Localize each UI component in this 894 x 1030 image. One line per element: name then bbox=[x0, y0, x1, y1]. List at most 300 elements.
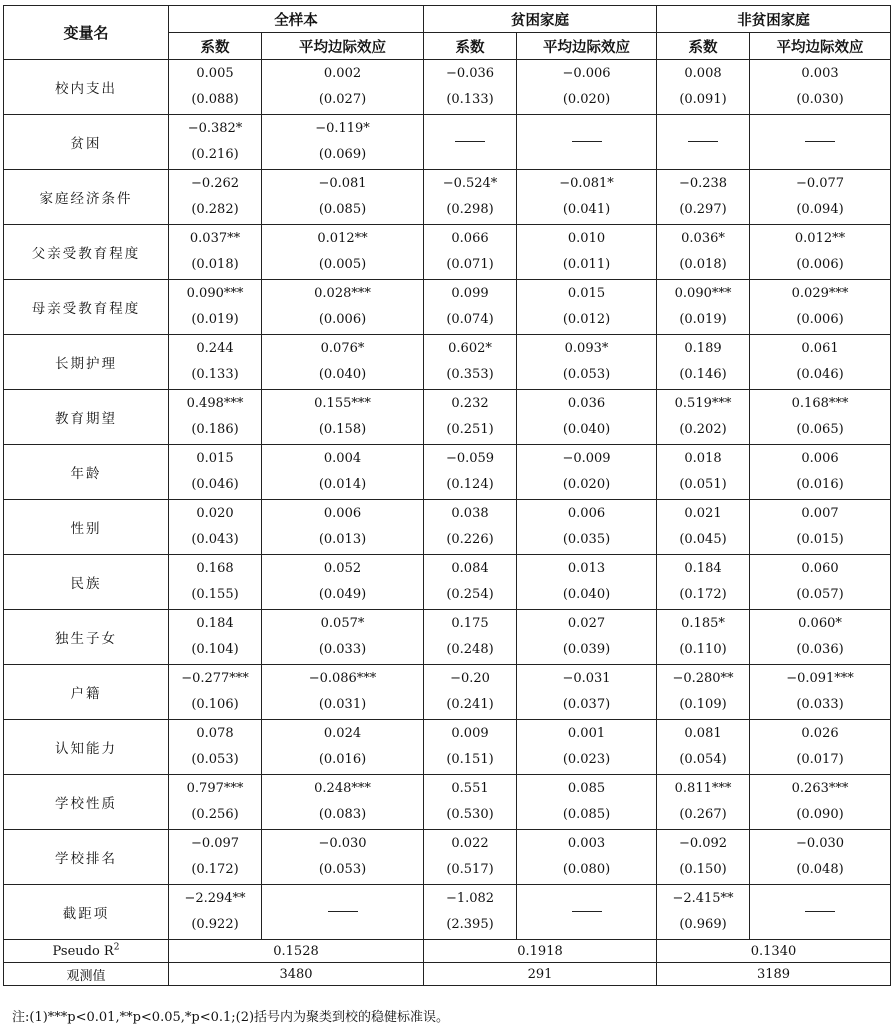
coefficient-value: 0.052 bbox=[323, 561, 362, 576]
coefficient-value: −0.119* bbox=[315, 121, 370, 136]
table-row bbox=[4, 610, 891, 665]
coefficient-value: 0.009 bbox=[451, 726, 489, 741]
standard-error-value: (0.053) bbox=[191, 752, 239, 767]
observations-row bbox=[4, 963, 891, 986]
coefficient-value: 0.061 bbox=[801, 341, 839, 356]
estimate-cell bbox=[262, 280, 424, 335]
estimate-cell bbox=[262, 610, 424, 665]
standard-error-value: (0.053) bbox=[318, 862, 367, 877]
coefficient-value: 0.602* bbox=[448, 341, 492, 356]
coefficient-value: 0.012** bbox=[794, 231, 846, 246]
coefficient-value: 0.002 bbox=[323, 66, 362, 81]
standard-error-value: (0.104) bbox=[191, 642, 239, 657]
coefficient-value: −2.415** bbox=[672, 891, 734, 906]
variable-name-cell: 长期护理 bbox=[4, 335, 169, 390]
estimate-cell bbox=[750, 115, 891, 170]
observations-value: 3480 bbox=[169, 963, 424, 986]
standard-error-value: (0.016) bbox=[318, 752, 367, 767]
standard-error-value: (0.517) bbox=[446, 862, 494, 877]
coefficient-value: 0.090*** bbox=[186, 286, 244, 301]
dash-line bbox=[572, 911, 602, 912]
estimate-cell bbox=[657, 115, 750, 170]
standard-error-value: (0.969) bbox=[679, 917, 727, 932]
standard-error-value: (0.049) bbox=[318, 587, 367, 602]
estimate-cell bbox=[517, 225, 657, 280]
estimate-cell bbox=[424, 280, 517, 335]
estimate-cell bbox=[424, 830, 517, 885]
coefficient-value: −0.280** bbox=[672, 671, 734, 686]
coefficient-value: 0.078 bbox=[196, 726, 234, 741]
variable-name-cell: 学校排名 bbox=[4, 830, 169, 885]
coefficient-value: −0.081 bbox=[318, 176, 367, 191]
standard-error-value: (0.048) bbox=[796, 862, 844, 877]
coefficient-value: 0.189 bbox=[684, 341, 722, 356]
estimate-cell bbox=[169, 555, 262, 610]
estimate-cell bbox=[750, 555, 891, 610]
coefficient-value: 0.018 bbox=[684, 451, 722, 466]
subheader-coef: 系数 bbox=[169, 33, 262, 60]
table-footer bbox=[4, 940, 891, 986]
group-header-full-sample: 全样本 bbox=[169, 6, 424, 33]
table-row bbox=[4, 170, 891, 225]
coefficient-value: 0.012** bbox=[317, 231, 368, 246]
standard-error-value: (0.040) bbox=[562, 587, 611, 602]
table-row bbox=[4, 335, 891, 390]
table-row bbox=[4, 445, 891, 500]
estimate-cell bbox=[517, 885, 657, 940]
estimate-cell bbox=[517, 555, 657, 610]
estimate-cell bbox=[517, 500, 657, 555]
variable-name-cell: 户籍 bbox=[4, 665, 169, 720]
table-row bbox=[4, 280, 891, 335]
estimate-cell bbox=[517, 445, 657, 500]
table-row bbox=[4, 830, 891, 885]
coefficient-value: −0.262 bbox=[190, 176, 240, 191]
pseudo-r2-value: 0.1918 bbox=[424, 940, 657, 963]
estimate-cell bbox=[262, 390, 424, 445]
standard-error-value: (0.012) bbox=[562, 312, 611, 327]
standard-error-value: (0.040) bbox=[318, 367, 367, 382]
coefficient-value: 0.263*** bbox=[791, 781, 849, 796]
estimate-cell bbox=[750, 225, 891, 280]
coefficient-value: −0.382* bbox=[187, 121, 243, 136]
coefficient-value: −0.009 bbox=[562, 451, 611, 466]
coefficient-value: 0.084 bbox=[451, 561, 489, 576]
subheader-ame: 平均边际效应 bbox=[750, 33, 891, 60]
variable-name-cell: 截距项 bbox=[4, 885, 169, 940]
standard-error-value: (0.057) bbox=[796, 587, 844, 602]
coefficient-value: −0.20 bbox=[450, 671, 490, 686]
estimate-cell bbox=[657, 720, 750, 775]
coefficient-value: 0.551 bbox=[451, 781, 489, 796]
standard-error-value: (0.094) bbox=[796, 202, 844, 217]
standard-error-value: (0.133) bbox=[191, 367, 239, 382]
estimate-cell bbox=[262, 60, 424, 115]
estimate-cell bbox=[424, 610, 517, 665]
standard-error-value: (0.282) bbox=[191, 202, 239, 217]
estimate-cell bbox=[169, 885, 262, 940]
standard-error-value: (0.033) bbox=[796, 697, 844, 712]
estimate-cell bbox=[657, 665, 750, 720]
estimate-cell bbox=[424, 555, 517, 610]
observations-value: 3189 bbox=[657, 963, 891, 986]
standard-error-value: (0.530) bbox=[446, 807, 494, 822]
coefficient-value: 0.185* bbox=[681, 616, 725, 631]
standard-error-value: (0.036) bbox=[796, 642, 844, 657]
dash-line bbox=[455, 141, 485, 142]
standard-error-value: (0.016) bbox=[796, 477, 844, 492]
estimate-cell bbox=[169, 115, 262, 170]
coefficient-value: 0.004 bbox=[323, 451, 362, 466]
estimate-cell bbox=[657, 775, 750, 830]
coefficient-value: 0.003 bbox=[567, 836, 606, 851]
coefficient-value: 0.006 bbox=[323, 506, 362, 521]
standard-error-value: (0.106) bbox=[191, 697, 239, 712]
variable-name-cell: 年龄 bbox=[4, 445, 169, 500]
coefficient-value: −0.091*** bbox=[786, 671, 854, 686]
estimate-cell bbox=[424, 500, 517, 555]
standard-error-value: (0.151) bbox=[446, 752, 494, 767]
standard-error-value: (0.054) bbox=[679, 752, 727, 767]
standard-error-value: (0.133) bbox=[446, 92, 494, 107]
estimate-cell bbox=[424, 170, 517, 225]
coefficient-value: 0.175 bbox=[451, 616, 489, 631]
standard-error-value: (0.109) bbox=[679, 697, 727, 712]
estimate-cell bbox=[517, 390, 657, 445]
coefficient-value: −0.059 bbox=[445, 451, 495, 466]
standard-error-value: (0.043) bbox=[191, 532, 239, 547]
standard-error-value: (0.172) bbox=[679, 587, 727, 602]
subheader-ame: 平均边际效应 bbox=[262, 33, 424, 60]
coefficient-value: −0.081* bbox=[559, 176, 614, 191]
table-row bbox=[4, 555, 891, 610]
estimate-cell bbox=[657, 500, 750, 555]
estimate-cell bbox=[169, 445, 262, 500]
estimate-cell bbox=[517, 115, 657, 170]
standard-error-value: (0.018) bbox=[191, 257, 239, 272]
table-header bbox=[4, 6, 891, 60]
standard-error-value: (0.065) bbox=[796, 422, 844, 437]
standard-error-value: (0.267) bbox=[679, 807, 727, 822]
table-row bbox=[4, 115, 891, 170]
standard-error-value: (0.053) bbox=[562, 367, 611, 382]
standard-error-value: (0.248) bbox=[446, 642, 494, 657]
coefficient-value: 0.184 bbox=[684, 561, 722, 576]
estimate-cell bbox=[517, 665, 657, 720]
standard-error-value: (0.297) bbox=[679, 202, 727, 217]
estimate-cell bbox=[424, 335, 517, 390]
coefficient-value: 0.010 bbox=[567, 231, 606, 246]
estimate-cell bbox=[424, 885, 517, 940]
coefficient-value: 0.232 bbox=[451, 396, 489, 411]
standard-error-value: (0.158) bbox=[318, 422, 367, 437]
coefficient-value: 0.008 bbox=[684, 66, 722, 81]
estimate-cell bbox=[424, 60, 517, 115]
estimate-cell bbox=[657, 60, 750, 115]
observations-label: 观测值 bbox=[4, 963, 169, 986]
coefficient-value: 0.498*** bbox=[186, 396, 244, 411]
estimate-cell bbox=[657, 390, 750, 445]
group-header-non-poor: 非贫困家庭 bbox=[657, 6, 891, 33]
table-row bbox=[4, 720, 891, 775]
coefficient-value: 0.066 bbox=[451, 231, 489, 246]
standard-error-value: (0.017) bbox=[796, 752, 844, 767]
estimate-cell bbox=[262, 225, 424, 280]
coefficient-value: 0.020 bbox=[196, 506, 234, 521]
estimate-cell bbox=[657, 610, 750, 665]
table-note: 注:(1)***p<0.01,**p<0.05,*p<0.1;(2)括号内为聚类到校的稳健标准误。 bbox=[12, 1010, 450, 1025]
coefficient-value: −0.097 bbox=[190, 836, 240, 851]
standard-error-value: (0.011) bbox=[562, 257, 611, 272]
coefficient-value: 0.248*** bbox=[314, 781, 371, 796]
subheader-coef: 系数 bbox=[424, 33, 517, 60]
coefficient-value: 0.099 bbox=[451, 286, 489, 301]
estimate-cell bbox=[657, 830, 750, 885]
standard-error-value: (0.046) bbox=[191, 477, 239, 492]
coefficient-value: 0.007 bbox=[801, 506, 839, 521]
subheader-coef: 系数 bbox=[657, 33, 750, 60]
estimate-cell bbox=[750, 280, 891, 335]
estimate-cell bbox=[750, 390, 891, 445]
coefficient-value: −2.294** bbox=[184, 891, 246, 906]
subheader-ame: 平均边际效应 bbox=[517, 33, 657, 60]
estimate-cell bbox=[750, 720, 891, 775]
standard-error-value: (0.226) bbox=[446, 532, 494, 547]
standard-error-value: (0.146) bbox=[679, 367, 727, 382]
coefficient-value: 0.015 bbox=[567, 286, 606, 301]
standard-error-value: (0.254) bbox=[446, 587, 494, 602]
coefficient-value: 0.036 bbox=[567, 396, 606, 411]
variable-name-cell: 教育期望 bbox=[4, 390, 169, 445]
pseudo-r2-row bbox=[4, 940, 891, 963]
table-row bbox=[4, 775, 891, 830]
coefficient-value: −0.238 bbox=[678, 176, 728, 191]
standard-error-value: (0.015) bbox=[796, 532, 844, 547]
coefficient-value: 0.090*** bbox=[674, 286, 732, 301]
estimate-cell bbox=[517, 610, 657, 665]
coefficient-value: −0.086*** bbox=[308, 671, 377, 686]
coefficient-value: −0.524* bbox=[442, 176, 498, 191]
variable-name-cell: 性别 bbox=[4, 500, 169, 555]
estimate-cell bbox=[262, 830, 424, 885]
standard-error-value: (0.085) bbox=[318, 202, 367, 217]
coefficient-value: 0.003 bbox=[801, 66, 839, 81]
standard-error-value: (0.046) bbox=[796, 367, 844, 382]
estimate-cell bbox=[424, 445, 517, 500]
standard-error-value: (0.150) bbox=[679, 862, 727, 877]
coefficient-value: 0.015 bbox=[196, 451, 234, 466]
standard-error-value: (0.216) bbox=[191, 147, 239, 162]
coefficient-value: 0.060 bbox=[801, 561, 839, 576]
standard-error-value: (0.020) bbox=[562, 92, 611, 107]
standard-error-value: (0.014) bbox=[318, 477, 367, 492]
dash-line bbox=[805, 141, 835, 142]
estimate-cell bbox=[169, 610, 262, 665]
standard-error-value: (0.020) bbox=[562, 477, 611, 492]
coefficient-value: 0.001 bbox=[567, 726, 606, 741]
estimate-cell bbox=[517, 830, 657, 885]
pseudo-r2-value: 0.1340 bbox=[657, 940, 891, 963]
standard-error-value: (0.922) bbox=[191, 917, 239, 932]
table-row bbox=[4, 225, 891, 280]
standard-error-value: (0.124) bbox=[446, 477, 494, 492]
coefficient-value: 0.168 bbox=[196, 561, 234, 576]
variable-name-cell: 独生子女 bbox=[4, 610, 169, 665]
estimate-cell bbox=[750, 60, 891, 115]
standard-error-value: (0.083) bbox=[318, 807, 367, 822]
standard-error-value: (0.037) bbox=[562, 697, 611, 712]
standard-error-value: (0.071) bbox=[446, 257, 494, 272]
coefficient-value: 0.081 bbox=[684, 726, 722, 741]
estimate-cell bbox=[424, 390, 517, 445]
variable-name-cell: 家庭经济条件 bbox=[4, 170, 169, 225]
estimate-cell bbox=[750, 885, 891, 940]
estimate-cell bbox=[169, 775, 262, 830]
standard-error-value: (0.019) bbox=[679, 312, 727, 327]
coefficient-value: 0.026 bbox=[801, 726, 839, 741]
standard-error-value: (0.051) bbox=[679, 477, 727, 492]
coefficient-value: 0.006 bbox=[567, 506, 606, 521]
coefficient-value: −0.030 bbox=[318, 836, 367, 851]
estimate-cell bbox=[169, 665, 262, 720]
standard-error-value: (0.006) bbox=[796, 257, 844, 272]
estimate-cell bbox=[517, 280, 657, 335]
coefficient-value: 0.519*** bbox=[674, 396, 732, 411]
standard-error-value: (0.019) bbox=[191, 312, 239, 327]
estimate-cell bbox=[262, 665, 424, 720]
standard-error-value: (0.040) bbox=[562, 422, 611, 437]
standard-error-value: (0.251) bbox=[446, 422, 494, 437]
standard-error-value: (0.039) bbox=[562, 642, 611, 657]
estimate-cell bbox=[169, 500, 262, 555]
estimate-cell bbox=[424, 775, 517, 830]
estimate-cell bbox=[657, 280, 750, 335]
standard-error-value: (0.241) bbox=[446, 697, 494, 712]
coefficient-value: −0.077 bbox=[795, 176, 845, 191]
variable-name-cell: 贫困 bbox=[4, 115, 169, 170]
standard-error-value: (0.045) bbox=[679, 532, 727, 547]
standard-error-value: (0.088) bbox=[191, 92, 239, 107]
estimate-cell bbox=[169, 720, 262, 775]
estimate-cell bbox=[262, 115, 424, 170]
table-row bbox=[4, 390, 891, 445]
variable-name-header: 变量名 bbox=[4, 6, 169, 60]
estimate-cell bbox=[750, 170, 891, 225]
coefficient-value: 0.168*** bbox=[791, 396, 849, 411]
table-row bbox=[4, 500, 891, 555]
standard-error-value: (0.353) bbox=[446, 367, 494, 382]
standard-error-value: (0.069) bbox=[318, 147, 367, 162]
dash-line bbox=[805, 911, 835, 912]
group-header-poor: 贫困家庭 bbox=[424, 6, 657, 33]
estimate-cell bbox=[657, 170, 750, 225]
coefficient-value: 0.029*** bbox=[791, 286, 849, 301]
table-row bbox=[4, 665, 891, 720]
estimate-cell bbox=[750, 500, 891, 555]
standard-error-value: (0.018) bbox=[679, 257, 727, 272]
estimate-cell bbox=[750, 830, 891, 885]
coefficient-value: 0.797*** bbox=[186, 781, 244, 796]
coefficient-value: 0.057* bbox=[320, 616, 365, 631]
standard-error-value: (0.006) bbox=[318, 312, 367, 327]
estimate-cell bbox=[517, 775, 657, 830]
standard-error-value: (0.110) bbox=[679, 642, 727, 657]
dash-line bbox=[572, 141, 602, 142]
table-body bbox=[4, 60, 891, 940]
estimate-cell bbox=[750, 665, 891, 720]
coefficient-value: −0.031 bbox=[562, 671, 611, 686]
coefficient-value: −0.030 bbox=[795, 836, 845, 851]
estimate-cell bbox=[750, 610, 891, 665]
estimate-cell bbox=[169, 830, 262, 885]
coefficient-value: 0.024 bbox=[323, 726, 362, 741]
table-row bbox=[4, 60, 891, 115]
variable-name-cell: 认知能力 bbox=[4, 720, 169, 775]
standard-error-value: (0.030) bbox=[796, 92, 844, 107]
estimate-cell bbox=[424, 115, 517, 170]
coefficient-value: 0.038 bbox=[451, 506, 489, 521]
coefficient-value: 0.184 bbox=[196, 616, 234, 631]
estimate-cell bbox=[262, 445, 424, 500]
estimate-cell bbox=[657, 885, 750, 940]
coefficient-value: 0.028*** bbox=[314, 286, 371, 301]
estimate-cell bbox=[517, 335, 657, 390]
coefficient-value: 0.027 bbox=[567, 616, 606, 631]
variable-name-cell: 校内支出 bbox=[4, 60, 169, 115]
coefficient-value: −1.082 bbox=[445, 891, 495, 906]
estimate-cell bbox=[262, 335, 424, 390]
estimate-cell bbox=[169, 280, 262, 335]
estimate-cell bbox=[169, 60, 262, 115]
standard-error-value: (0.085) bbox=[562, 807, 611, 822]
estimate-cell bbox=[657, 445, 750, 500]
standard-error-value: (0.033) bbox=[318, 642, 367, 657]
standard-error-value: (0.006) bbox=[796, 312, 844, 327]
estimate-cell bbox=[424, 665, 517, 720]
standard-error-value: (0.031) bbox=[318, 697, 367, 712]
estimate-cell bbox=[262, 170, 424, 225]
coefficient-value: 0.021 bbox=[684, 506, 722, 521]
standard-error-value: (0.080) bbox=[562, 862, 611, 877]
variable-name-cell: 民族 bbox=[4, 555, 169, 610]
coefficient-value: −0.092 bbox=[678, 836, 728, 851]
estimate-cell bbox=[657, 225, 750, 280]
estimate-cell bbox=[262, 555, 424, 610]
standard-error-value: (0.155) bbox=[191, 587, 239, 602]
estimate-cell bbox=[750, 775, 891, 830]
estimate-cell bbox=[750, 335, 891, 390]
estimate-cell bbox=[262, 720, 424, 775]
standard-error-value: (0.074) bbox=[446, 312, 494, 327]
coefficient-value: 0.155*** bbox=[314, 396, 371, 411]
estimate-cell bbox=[657, 555, 750, 610]
standard-error-value: (0.013) bbox=[318, 532, 367, 547]
coefficient-value: −0.277*** bbox=[181, 671, 249, 686]
standard-error-value: (0.091) bbox=[679, 92, 727, 107]
standard-error-value: (0.090) bbox=[796, 807, 844, 822]
dash-line bbox=[688, 141, 718, 142]
variable-name-cell: 学校性质 bbox=[4, 775, 169, 830]
coefficient-value: 0.013 bbox=[567, 561, 606, 576]
estimate-cell bbox=[424, 225, 517, 280]
coefficient-value: 0.036* bbox=[681, 231, 725, 246]
standard-error-value: (0.202) bbox=[679, 422, 727, 437]
estimate-cell bbox=[262, 500, 424, 555]
estimate-cell bbox=[517, 720, 657, 775]
coefficient-value: 0.060* bbox=[798, 616, 842, 631]
variable-name-cell: 母亲受教育程度 bbox=[4, 280, 169, 335]
observations-value: 291 bbox=[424, 963, 657, 986]
